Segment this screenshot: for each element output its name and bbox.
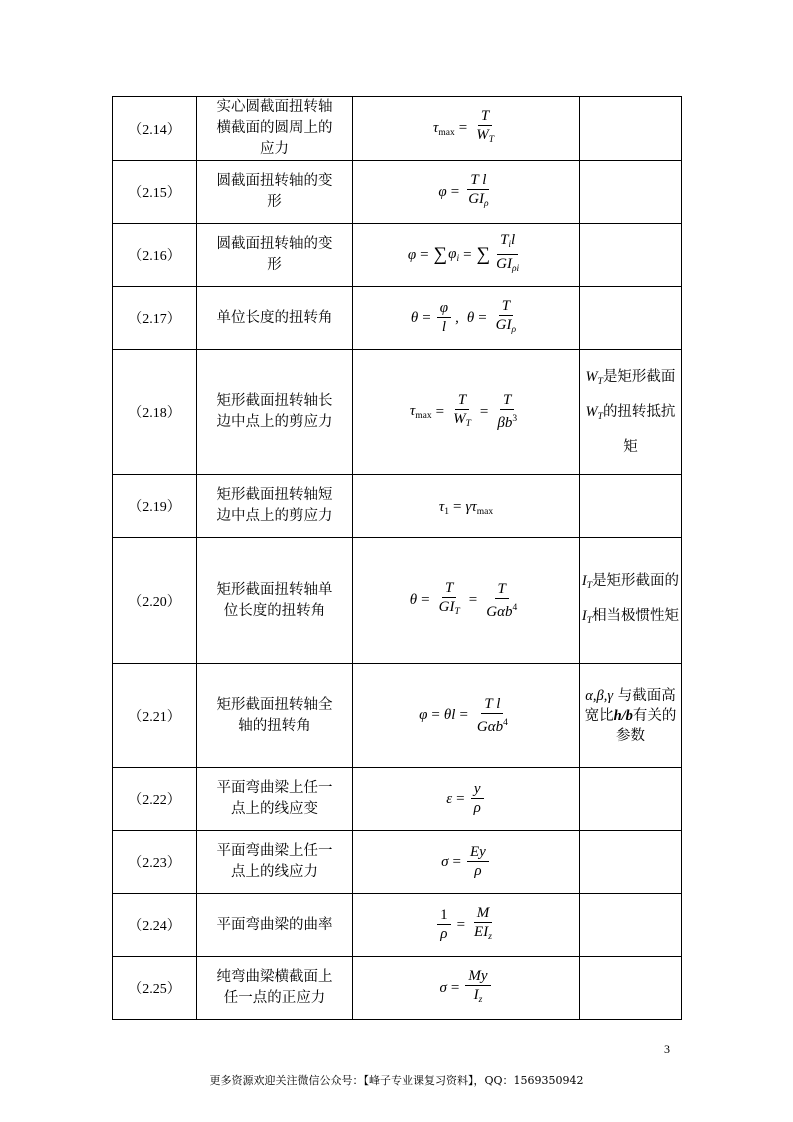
formula-description: 矩形截面扭转轴单位长度的扭转角	[216, 581, 333, 619]
formula: $\tau_{max}$ = $\frac{T}{W_T}$	[353, 97, 580, 161]
formula: φ = ∑ $\varphi_i$ = ∑ $\frac{T_il}{GI_{\rho i}}$	[353, 224, 580, 287]
formula-number: （2.24）	[113, 894, 197, 957]
formula-number: （2.22）	[113, 768, 197, 831]
formula-description: 矩形截面扭转轴全轴的扭转角	[216, 696, 333, 734]
page-footer: 更多资源欢迎关注微信公众号：【峰子专业课复习资料】，QQ：1569350942	[209, 1074, 584, 1087]
table-row	[113, 538, 682, 664]
table-row	[113, 224, 682, 287]
table-row	[113, 894, 682, 957]
table-row	[113, 350, 682, 475]
table-row	[113, 664, 682, 768]
formula-number: （2.25）	[113, 957, 197, 1020]
formula-table	[112, 96, 682, 1020]
formula-number: （2.20）	[113, 538, 197, 664]
formula-number: （2.14）	[113, 97, 197, 161]
formula: θ = $\frac{\varphi}{l}$ , θ = $\frac{T}{GI_\rho}$	[353, 287, 580, 350]
formula-description: 平面弯曲梁的曲率	[216, 916, 333, 933]
table-row	[113, 97, 682, 161]
formula-description: 矩形截面扭转轴短边中点上的剪应力	[216, 487, 333, 524]
table-row	[113, 287, 682, 350]
formula-description: 平面弯曲梁上任一点上的线应力	[216, 843, 333, 880]
formula: ε = $\frac{y}{\rho}$	[353, 768, 580, 831]
formula: σ = $\frac{My}{I_z}$	[353, 957, 580, 1020]
table-row	[113, 161, 682, 224]
formula: $\tau_1$ = $\gamma\tau_{max}$	[353, 475, 580, 538]
formula-number: （2.23）	[113, 831, 197, 894]
formula-description: 平面弯曲梁上任一点上的线应变	[216, 780, 333, 817]
formula-description: 矩形截面扭转轴长边中点上的剪应力	[216, 393, 333, 430]
page-number: 3	[664, 1042, 670, 1056]
formula-number: （2.19）	[113, 475, 197, 538]
formula: $\frac{1}{\rho}$ = $\frac{M}{EI_z}$	[353, 894, 580, 957]
table-row	[113, 831, 682, 894]
formula: φ = $\frac{\text{T l}}{GI_\rho}$	[353, 161, 580, 224]
table-row	[113, 768, 682, 831]
formula-description: 圆截面扭转轴的变形	[216, 173, 333, 210]
formula-number: （2.16）	[113, 224, 197, 287]
formula: θ = $\frac{T}{GI_T}$ = $\frac{T}{G\alpha b^4}$	[353, 538, 580, 664]
table-row	[113, 475, 682, 538]
formula-note: $I_T$是矩形截面的 $I_T$相当极惯性矩	[580, 538, 682, 664]
formula-description: 纯弯曲梁横截面上任一点的正应力	[216, 969, 333, 1006]
table-row	[113, 957, 682, 1020]
formula-description: 实心圆截面扭转轴横截面的圆周上的应力	[216, 99, 333, 157]
formula: φ = θl = $\frac{\text{T l}}{G\alpha b^4}$	[353, 664, 580, 768]
formula-description: 单位长度的扭转角	[216, 309, 333, 326]
formula: $\tau_{max}$ = $\frac{T}{W_T}$ = $\frac{T}{\beta b^3}$	[353, 350, 580, 475]
formula-number: （2.18）	[113, 350, 197, 475]
formula-note: α,β,γ 与截面高宽比h/b有关的参数	[580, 664, 682, 768]
formula: σ = $\frac{Ey}{\rho}$	[353, 831, 580, 894]
formula-number: （2.21）	[113, 664, 197, 768]
formula-note: $W_T$是矩形截面 $W_T$的扭转抵抗矩	[580, 350, 682, 475]
formula-number: （2.15）	[113, 161, 197, 224]
formula-description: 圆截面扭转轴的变形	[216, 236, 333, 273]
formula-number: （2.17）	[113, 287, 197, 350]
